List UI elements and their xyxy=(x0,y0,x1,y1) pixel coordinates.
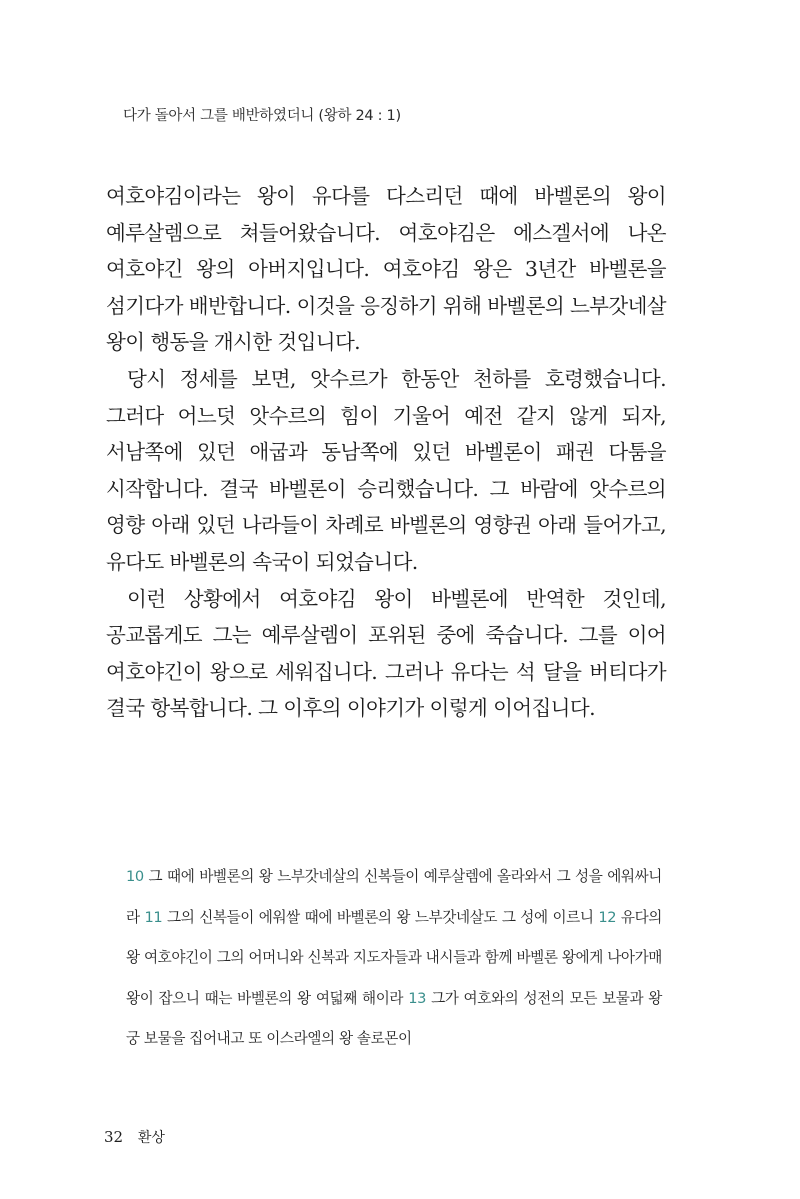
verse-number: 11 xyxy=(144,908,163,926)
verse-text: 그가 여호와의 성전의 모든 보물과 왕궁 보물을 집어내고 또 이스라엘의 왕 솔로몬이 xyxy=(126,989,662,1048)
verse-number: 13 xyxy=(408,989,426,1007)
page-footer xyxy=(104,1127,165,1147)
body-text xyxy=(106,178,666,727)
verse-text: 그의 신복들이 에워쌀 때에 바벨론의 왕 느부갓네살도 그 성에 이르니 xyxy=(162,908,599,926)
scripture-quote xyxy=(126,857,662,1060)
verse-number: 12 xyxy=(598,908,617,926)
verse-text: 그 때에 바벨론의 왕 느부갓네살의 신복들이 예루살렘에 올라와서 그 성을 에워싸니라 xyxy=(126,868,662,926)
verse-number: 10 xyxy=(126,868,144,885)
paragraph-1: 여호야김이라는 왕이 유다를 다스리던 때에 바벨론의 왕이 예루살렘으로 쳐들어왔습니다. 여호야김은 에스겔서에 나온 여호야긴 왕의 아버지입니다. 여호야김 왕은 3년간 바벨론을 섬기다가 배반합니다. 이것을 응징하기 위해 바벨론의 느부갓네살 왕이 행동을 개시한 것입니다. xyxy=(106,184,666,355)
page-number: 32 xyxy=(104,1128,124,1146)
verse-text: 유다의 왕 여호야긴이 그의 어머니와 신복과 지도자들과 내시들과 함께 바벨론 왕에게 나아가매 왕이 잡으니 때는 바벨론의 왕 여덟째 해이라 xyxy=(126,908,662,1007)
book-title: 환상 xyxy=(137,1130,165,1146)
paragraph-3: 이런 상황에서 여호야김 왕이 바벨론에 반역한 것인데, 공교롭게도 그는 예루살렘이 포위된 중에 죽습니다. 그를 이어 여호야긴이 왕으로 세워집니다. 그러나 유다는 석 달을 버티다가 결국 항복합니다. 그 이후의 이야기가 이렇게 이어집니다. xyxy=(106,586,666,721)
heading-quote: 다가 돌아서 그를 배반하였더니 (왕하 24 : 1) xyxy=(123,108,401,124)
paragraph-2: 당시 정세를 보면, 앗수르가 한동안 천하를 호령했습니다. 그러다 어느덧 앗수르의 힘이 기울어 예전 같지 않게 되자, 서남쪽에 있던 애굽과 동남쪽에 있던 바벨론이 패권 다툼을 시작합니다. 결국 바벨론이 승리했습니다. 그 바람에 앗수르의 영향 아래 있던 나라들이 차례로 바벨론의 영향권 아래 들어가고, 유다도 바벨론의 속국이 되었습니다. xyxy=(106,366,666,574)
